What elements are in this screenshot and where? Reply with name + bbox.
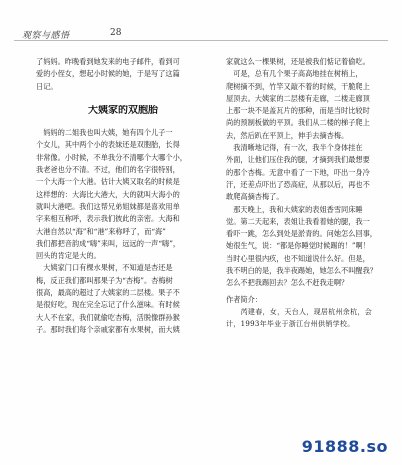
text-line: 我清晰地记得，有一次，我半个身体挂在 — [226, 143, 363, 153]
text-line: 我不明白的是，我半夜踢她，她怎么不叫醒我？ — [226, 266, 377, 276]
text-line: 家就这么一棵果树，还是被我们惦记着偷吃。 — [226, 57, 370, 66]
text-line: 梅，反正我们都叫那果子为“杏梅”。杏梅树 — [36, 275, 173, 285]
author-bio-line: 芮建春，女，天台人，现居杭州余杭，会 — [226, 307, 372, 316]
header-divider — [14, 40, 388, 41]
text-line: 上那一块不是盖瓦片的那种，而是当时比较时 — [226, 106, 370, 116]
running-header-title: 观察与感悟 — [22, 31, 70, 41]
text-line: 就叫大港吧。我们这帮兄弟姐妹都是喜欢用单 — [36, 201, 180, 211]
text-line: 那天晚上，我和大姨家的表姐香雪同床睡 — [226, 204, 363, 214]
page-number: 28 — [110, 28, 122, 38]
text-line: 汗，还差点吓出了恐高症，从那以后，再也不 — [226, 179, 370, 189]
text-line: 字来相互称呼，表示我们彼此的亲密。大海和 — [36, 214, 180, 224]
text-line: 是很好吃，现在完全忘记了什么滋味。有时候 — [36, 300, 180, 310]
text-line: 了妈妈。昨晚看到她发来的电子邮件，看到可 — [36, 57, 180, 66]
text-line: 个女儿，其中两个小的表妹还是双胞胎，长得 — [36, 140, 180, 150]
right-column — [226, 56, 400, 331]
text-line: 大人不在家，我们就偷吃杏梅，活脱像群孙猴 — [36, 312, 180, 322]
text-line: 屋顶去。大姨家的二层楼有走廊，二楼走廊顶 — [226, 93, 370, 103]
text-line: 大姨家门口有棵水果树，不知道是杏还是 — [36, 263, 173, 273]
author-bio-line: 计，1993年毕业于浙江台州供销学校。 — [226, 320, 355, 329]
text-line: 妈妈的二姐我也叫大姨，她有四个儿子一 — [36, 128, 173, 138]
author-intro-label: 作者简介： — [226, 294, 262, 304]
text-line: 我老爸也分不清。不过，他们的名字很特别， — [36, 165, 180, 175]
text-line: 非常像。小时候，不单我分不清哪个大哪个小， — [36, 152, 187, 162]
text-line: 她很生气，说：“都是你睡觉时候踢的！”啊！ — [226, 241, 370, 251]
text-line: 可是，总有几个果子高高地挂在树梢上， — [226, 69, 363, 79]
left-column — [36, 56, 210, 336]
text-line: 日记。 — [36, 81, 58, 91]
article-title: 大姨家的双胞胎 — [88, 104, 158, 116]
text-line: 尚的预制板做的平顶。我们从二楼的梯子爬上 — [226, 118, 370, 128]
text-line: 爬树摘不到，竹竿又敲不着的时候，干脆爬上 — [226, 81, 370, 91]
text-line: 子。那时我们每个亲戚家都有水果树，而大姨 — [36, 324, 180, 334]
text-line: 外面，让他们压住我的腿，才摘到我们最想要 — [226, 155, 370, 165]
text-line: 敢爬高摘杏梅了。 — [226, 192, 284, 202]
text-line: 这样想的：大海比大港大，大的就叫大海小的 — [36, 189, 180, 199]
text-line: 我们都把音韵成“嗨”来叫，远远的一声“嗨”， — [36, 238, 181, 248]
text-line: 看吓一跳，怎么到处是淤青的。问她怎么回事， — [226, 229, 377, 239]
text-line: 当时心里很内疚，也不知道说什么好。但是， — [226, 253, 370, 263]
text-line: 回头的肯定是大的。 — [36, 251, 101, 261]
text-line: 大港自然以“海”和“港”来称呼了，而“海” — [36, 226, 166, 236]
text-line: 很高，最高的超过了大姨家的二层楼。果子不 — [36, 288, 180, 298]
page-header — [14, 27, 388, 39]
text-line: 觉。第二天起来，表姐让我看着她的腿，我一 — [226, 216, 370, 226]
text-line: 一个大海一个大港。估计大姨又取名的时候是 — [36, 177, 180, 187]
text-line: 爱的小侄女，想起小时候的她，于是写了这篇 — [36, 69, 180, 79]
text-line: 怎么不把我踢回去？怎么不赶我走啊？ — [226, 278, 349, 288]
text-line: 去，然后趴在平顶上，伸手去摘杏梅。 — [226, 130, 349, 140]
text-line: 的那个杏梅。无意中看了一下地，吓出一身冷 — [226, 167, 370, 177]
site-watermark: 91888.so — [301, 437, 388, 456]
